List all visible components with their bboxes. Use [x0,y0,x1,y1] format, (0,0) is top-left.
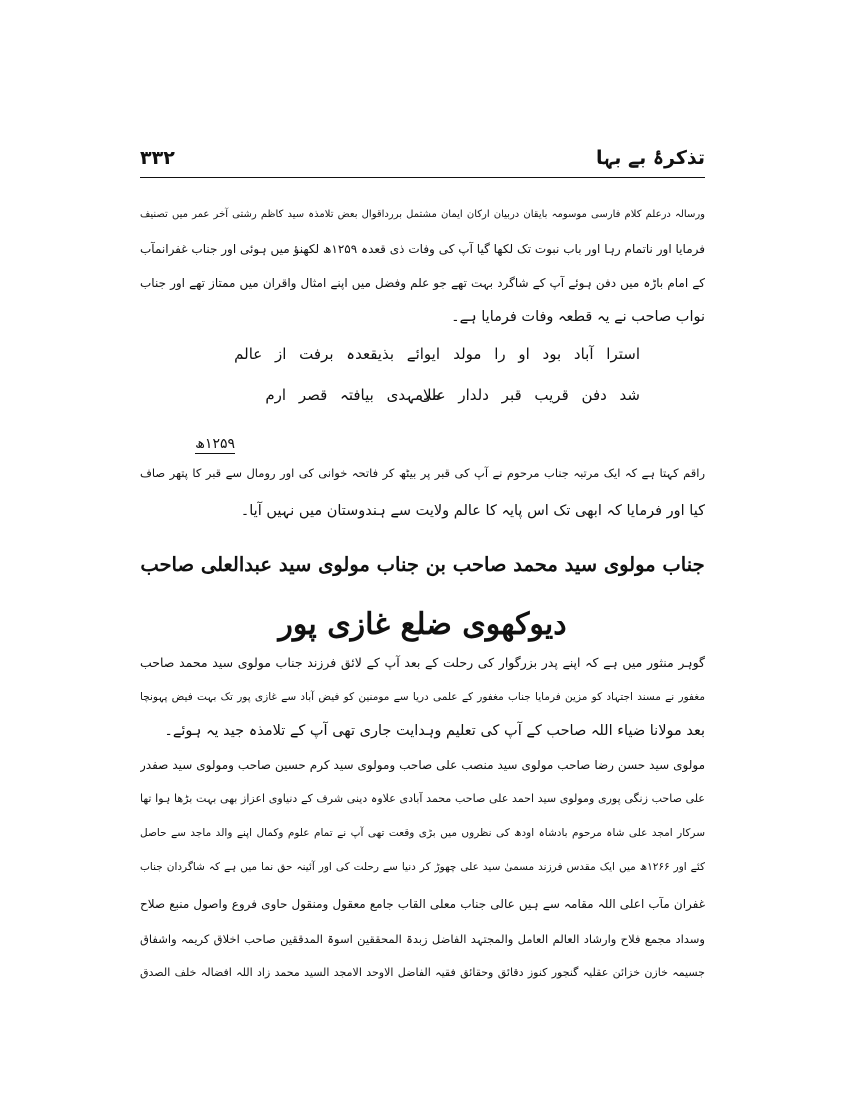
verse-hemistich: ایوائے بذیقعدہ برفت از عالم [234,345,440,363]
text-line: غفران مآب اعلی اللہ مقامہ سے ہیں عالی جناب معلی القاب جامع معقول ومنقول حاوی فروع واصول منبع صلاح [140,897,705,911]
running-title: تذکرۂ بے بہا [595,147,705,169]
verse-hemistich: استرا آباد بود او را مولد [453,345,640,363]
text-line: بعد مولانا ضیاء اللہ صاحب کے آپ کی تعلیم وہدایت جاری تھی آپ کے تلامذہ جید یہ ہوئے۔ [164,723,705,739]
section-subheading: دیوکھوی ضلع غازی پور [278,607,567,642]
verse-hemistich: ملامہدی بیافتہ قصر ارم [265,386,440,404]
text-line: وسداد مجمع فلاح وارشاد العالم العامل والمجتہد الفاضل زبدۃ المحققین اسوۃ المدققین صاحب اخلاق کریمہ واشفاق [140,932,705,946]
text-line: راقم کہتا ہے کہ ایک مرتبہ جناب مرحوم نے آپ کی قبر پر بیٹھ کر فاتحہ خوانی کی اور رومال سے قبر کا پتھر صاف [140,466,705,480]
verse-hemistich: شد دفن قریب قبر دلدار علی [419,386,640,404]
page-header [140,145,705,175]
text-line: کے امام باڑہ میں دفن ہوئے آپ کے شاگرد بہت تھے جو علم وفضل میں اپنے امثال واقران میں ممتاز تھے اور جناب [140,276,705,290]
section-heading: جناب مولوی سید محمد صاحب بن جناب مولوی سید عبدالعلی صاحب [140,553,705,576]
text-line: جسیمہ خازن خزائن عقلیہ گنجور کنوز دقائق وحقائق فقیہ الفاضل الاوحد الامجد السید محمد زاد اللہ افضالہ خلف الصدق [140,966,705,979]
text-line: مغفور نے مسند اجتہاد کو مزین فرمایا جناب مغفور کے علمی دریا سے مومنین کو فیض آباد سے غازی پور تک بہت فیض پہونچا [140,691,705,703]
header-rule [140,177,705,178]
text-line: ورسالہ درعلم کلام فارسی موسومہ بایقان دربیان ارکان ایمان مشتمل بررداقوال بعض تلامذہ سید کاظم رشتی آخر عمر میں تصنیف [140,209,705,220]
page-number: ۳۳۲ [140,147,175,169]
verse-date: ۱۲۵۹ھ [195,436,235,452]
text-line: نواب صاحب نے یہ قطعہ وفات فرمایا ہے۔ [451,309,705,325]
text-line: کئے اور ۱۲۶۶ھ میں ایک مقدس فرزند مسمیٰ سید علی چھوڑ کر دنیا سے رحلت کی اور آئینہ حق نما میں ہے کہ شاگردان جناب [140,861,705,873]
text-line: علی صاحب زنگی پوری ومولوی سید احمد علی صاحب محمد آبادی علاوہ دینی شرف کے دنیاوی اعزاز بھی بہت بڑھا ہوا تھا [140,792,705,805]
text-line: فرمایا اور ناتمام رہا اور باب نبوت تک لکھا گیا آپ کی وفات ذی قعدہ ۱۲۵۹ھ لکھنؤ میں ہوئی اور جناب غفرانمآب [140,242,705,256]
text-line: کیا اور فرمایا کہ ابھی تک اس پایہ کا عالم ولایت سے ہندوستان میں نہیں آیا۔ [240,503,705,519]
text-line: مولوی سید حسن رضا صاحب مولوی سید منصب علی صاحب ومولوی سید کرم حسین صاحب ومولوی سید صفدر [140,758,705,772]
text-line: سرکار امجد علی شاہ مرحوم بادشاہ اودھ کی نظروں میں بڑی وقعت تھی آپ نے تمام علوم وکمال اپنے والد ماجد سے حاصل [140,827,705,839]
text-line: گوہر منثور میں ہے کہ اپنے پدر بزرگوار کی رحلت کے بعد آپ کے لائق فرزند جناب مولوی سید محمد صاحب [140,655,705,670]
